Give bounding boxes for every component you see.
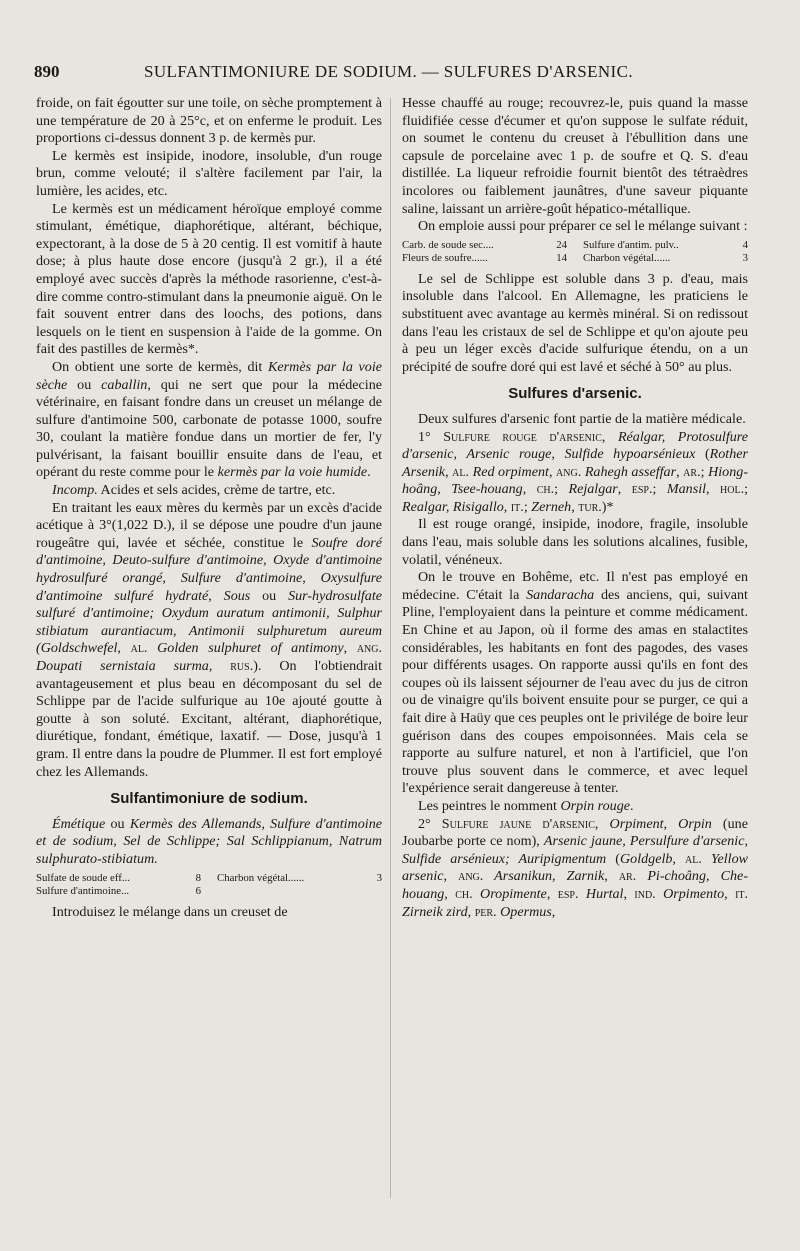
column-divider: [390, 98, 391, 1198]
paragraph: Deux sulfures d'arsenic font partie de la matière médicale.: [418, 410, 746, 427]
paragraph: Le sel de Schlippe est soluble dans 3 p. d'eau, mais insoluble dans l'alcool. En Allemagne, les praticiens le substituent avec avantage au kermès minéral. Si on redissout dans l'eau les cristaux de sel de Schlippe et qu'on ajoute peu à peu un léger excès d'acide sulfurique étendu, on a un précipité de soufre doré qui est lavé et séché à 50° au plus.: [402, 270, 748, 375]
recipe-row: Charbon végétal...... 3: [583, 251, 748, 264]
paragraph: Le kermès est insipide, inodore, insoluble, d'un rouge brun, comme velouté; il s'altère facilement par l'air, la lumière, les acides, etc.: [36, 147, 382, 199]
paragraph: En traitant les eaux mères du kermès par un excès d'acide acétique à 3°(1,022 D.), il se dépose une poudre d'un jaune rougeâtre qui, lavée et séchée, constitue le Soufre doré d'antimoine, Deuto-sulfure d'antimoine, Oxyde d'antimoine hydrosulfuré orangé, Sulfure d'antimoine, Oxysulfure d'antimoine sulfuré hydraté, Sous ou Sur-hydrosulfate sulfuré d'antimoine; Oxydum auratum antimonii, Sulphur stibiatum aurantiacum, Antimonii sulphuretum aureum (Goldschwefel, al. Golden sulphuret of antimony, ang. Doupati sernistaia surma, rus.). On l'obtiendrait avantageusement et plus beau en décomposant du sel de Schlippe par de l'acide sulfurique au 10e ajouté goutte à goutte à son soluté. Excitant, altérant, diaphorétique, diurétique, fondant, émétique, laxatif. — Dose, jusqu'à 1 gram. Il entre dans la poudre de Plummer. Il est fort employé chez les Allemands.: [36, 499, 383, 780]
recipe-row: Sulfure d'antim. pulv.. 4: [583, 238, 748, 251]
left-column: [36, 95, 382, 921]
paragraph: On obtient une sorte de kermès, dit Kermès par la voie sèche ou caballin, qui ne sert que pour la médecine vétérinaire, en faisant fondre dans un creuset un mélange de sulfure d'antimoine 500, carbonate de potasse 1000, soufre 30, coulant la matière fondue dans un mortier de fer, l'y pulvérisant, la faisant bouillir ensuite dans de l'eau, et opérant du reste comme pour le kermès par la voie humide.: [36, 358, 382, 481]
recipe-row: Fleurs de soufre...... 14: [402, 251, 567, 264]
paragraph: Le kermès est un médicament héroïque employé comme stimulant, émétique, diaphorétique, altérant, béchique, expectorant, à la dose de 5 à 20 centig. Il est vomitif à haute dose; à plus haute dose encore (jusqu'à 2 gr.), il a été employé avec succès d'après la méthode rasorienne, c'est-à-dire comme contro-stimulant dans la pneumonie aiguë. On le fait souvent entrer dans des loochs, des potions, dans lesquels on le tient en suspension à l'aide de la gomme. On fait des pastilles de kermès*.: [36, 200, 382, 358]
paragraph: On emploie aussi pour préparer ce sel le mélange suivant :: [418, 218, 748, 235]
paragraph: Introduisez le mélange dans un creuset de: [52, 903, 288, 920]
synonyms-paragraph: Émétique ou Kermès des Allemands, Sulfure d'antimoine et de sodium, Sel de Schlippe; Sal Schlippianum, Natrum sulphurato-stibiatum.: [36, 815, 383, 867]
paragraph: 2° Sulfure jaune d'arsenic, Orpiment, Orpin (une Joubarbe porte ce nom), Arsenic jaune, Persulfure d'arsenic, Sulfide arsénieux; Auripigmentum (Goldgelb, al. Yellow arsenic, ang. Arsanikun, Zarnik, ar. Pi-choâng, Che-houang, ch. Oropimente, esp. Hurtal, ind. Orpimento, it. Zirneik zird, per. Opermus,: [402, 815, 749, 920]
recipe-row: Sulfure d'antimoine... 6: [36, 884, 201, 897]
recipe-table: [402, 239, 748, 265]
paragraph: Il est rouge orangé, insipide, inodore, fragile, insoluble dans l'eau, mais soluble dans les solutions alcalines, fusible, volatil, vénéneux.: [402, 516, 748, 568]
page-number: 890: [34, 62, 60, 81]
right-column: [402, 95, 748, 921]
section-heading: Sulfantimoniure de sodium.: [110, 790, 308, 808]
paragraph: Incomp. Acides et sels acides, crème de tartre, etc.: [52, 482, 336, 499]
recipe-row: Sulfate de soude eff... 8: [36, 871, 201, 884]
page-header: [34, 62, 748, 92]
paragraph: 1° Sulfure rouge d'arsenic, Réalgar, Protosulfure d'arsenic, Arsenic rouge, Sulfide hypoarsénieux (Rother Arsenik, al. Red orpiment, ang. Rahegh asseffar, ar.; Hiong-hoâng, Tsee-houang, ch.; Rejalgar, esp.; Mansil, hol.; Realgar, Risigallo, it.; Zerneh, tur.)*: [402, 428, 749, 515]
section-heading: Sulfures d'arsenic.: [508, 385, 642, 403]
paragraph: On le trouve en Bohême, etc. Il n'est pas employé en médecine. C'était la Sandaracha des anciens, qui, suivant Pline, l'employaient dans la peinture et comme médicament. En Chine et au Japon, où il forme des amas en stalactites considérables, les habitants en font des pagodes, des vases pour différents usages. On rapporte aussi qu'ils en font des coupes où ils laissent séjourner de l'eau avec du jus de citron ou de vinaigre qu'ils boivent ensuite pour se purger, ce qui a fait dire à Haüy que ces peuples ont le privilége de boire leur guérison dans des coupes empoisonnées. Mais cela se rapporte au sulfure naturel, et non à l'artificiel, que l'on trouve plus souvent dans le commerce, et avec lequel l'expérience serait dangereuse à tenter.: [402, 569, 748, 797]
running-head: SULFANTIMONIURE DE SODIUM. — SULFURES D'ARSENIC.: [144, 62, 634, 81]
recipe-row: Charbon végétal...... 3: [217, 871, 382, 884]
recipe-table: [36, 872, 382, 898]
paragraph: froide, on fait égoutter sur une toile, on sèche promptement à une température de 20 à 25°c, et on enferme le produit. Les proportions ci-dessus donnent 3 p. de kermès pur.: [36, 95, 382, 147]
recipe-row: Carb. de soude sec.... 24: [402, 238, 567, 251]
paragraph: Hesse chauffé au rouge; recouvrez-le, puis quand la masse fluidifiée cesse d'écumer et qu'on suppose le sulfate réduit, on soumet le contenu du creuset à l'ébullition dans une capsule de porcelaine avec 1 p. de soufre et Q. S. d'eau distillée. La liqueur refroidie fournit bientôt des tétraèdres incolores ou faiblement jaunâtres, d'une saveur piquante saline, laissant un arrière-goût hépatico-métallique.: [402, 95, 748, 217]
paragraph: Les peintres le nomment Orpin rouge.: [418, 797, 634, 814]
